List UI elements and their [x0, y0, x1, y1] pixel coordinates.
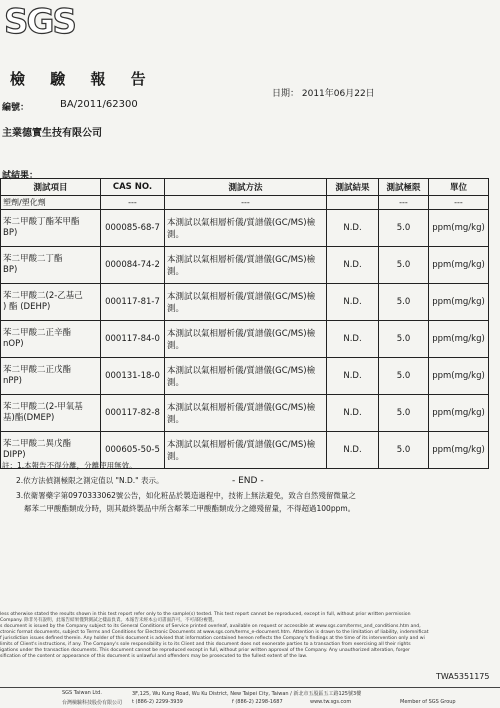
cell-cas: 000117-84-0	[101, 321, 165, 358]
footer-member: Member of SGS Group	[400, 699, 456, 705]
cell-unit: ppm(mg/kg)	[429, 247, 489, 284]
cell-unit: ppm(mg/kg)	[429, 284, 489, 321]
cell-cas: 000084-74-2	[101, 247, 165, 284]
end-mark: - END -	[232, 476, 264, 486]
col-header-item: 測試項目	[1, 179, 101, 196]
item-abbrev: DIPP)	[3, 450, 26, 460]
results-table	[0, 178, 489, 469]
cell-method: 本測試以氣相層析儀/質譜儀(GC/MS)檢測。	[165, 321, 327, 358]
item-name: 苯二甲酸二(2-甲氧基	[3, 402, 83, 412]
fine-line-2: Company. 除非另有說明，此報告結果僅對測試之樣品負責。本報告未經本公司書面許可，不可部份複製。	[0, 618, 218, 623]
note-3: 3.依衛署藥字第0970333062號公告，如化粧品於製造過程中，技術上無法避免，致含自然殘留微量之	[16, 491, 356, 500]
cell-cas: 000085-68-7	[101, 210, 165, 247]
item-abbrev: nPP)	[3, 376, 22, 386]
cell-result: N.D.	[327, 395, 379, 432]
table-header-row	[1, 179, 489, 196]
report-number-label: 編號：	[2, 103, 30, 113]
table-row	[1, 247, 489, 284]
subheader-unit: ---	[429, 196, 489, 210]
item-name: 苯二甲酸丁酯苯甲酯	[3, 217, 80, 227]
subheader-result	[327, 196, 379, 210]
fine-line-7: igations under the transaction documents. This document cannot be reproduced except in full, without prior written approval of the Company. Any unauthorized alteration, forger	[0, 648, 410, 653]
fine-line-4: ctronic format documents, subject to Terms and Conditions for Electronic Documents at www.sgs.com/terms_e-document.htm. Attention is drawn to the limitation of liability, indemnificat	[0, 630, 429, 635]
cell-item	[1, 395, 101, 432]
item-abbrev: ) 酯 (DEHP)	[3, 302, 51, 312]
report-number: BA/2011/62300	[60, 99, 138, 110]
cell-unit: ppm(mg/kg)	[429, 210, 489, 247]
fine-line-6: limits of Client's instructions, if any. The Company's sole responsibility is to its Client and this document does not exonerate parties to a transaction from exercising all their rights	[0, 642, 411, 647]
cell-method: 本測試以氣相層析儀/質譜儀(GC/MS)檢測。	[165, 358, 327, 395]
table-subheader-row	[1, 196, 489, 210]
col-header-unit: 單位	[429, 179, 489, 196]
cell-method: 本測試以氣相層析儀/質譜儀(GC/MS)檢測。	[165, 284, 327, 321]
cell-cas: 000117-81-7	[101, 284, 165, 321]
footer-tel: t (886-2) 2299-3939	[132, 699, 183, 705]
cell-result: N.D.	[327, 247, 379, 284]
cell-item	[1, 284, 101, 321]
fine-line-8: sification of the content or appearance of this document is unlawful and offenders may be prosecuted to the fullest extent of the law.	[0, 654, 308, 659]
subheader-item: 塑劑/塑化劑	[1, 196, 101, 210]
cell-cas: 000605-50-5	[101, 432, 165, 469]
cell-unit: ppm(mg/kg)	[429, 358, 489, 395]
cell-result: N.D.	[327, 432, 379, 469]
item-abbrev: BP)	[3, 228, 18, 238]
table-row	[1, 210, 489, 247]
subheader-cas: ---	[101, 196, 165, 210]
cell-limit: 5.0	[379, 210, 429, 247]
report-title: 檢 驗 報 告	[10, 70, 156, 88]
cell-limit: 5.0	[379, 321, 429, 358]
cell-limit: 5.0	[379, 358, 429, 395]
footer	[0, 689, 500, 707]
subheader-limit: ---	[379, 196, 429, 210]
cell-method: 本測試以氣相層析儀/質譜儀(GC/MS)檢測。	[165, 210, 327, 247]
note-4: 鄰苯二甲酸酯類成分時，則其最終製品中所含鄰苯二甲酸酯類成分之總殘留量，不得超過100ppm。	[24, 504, 356, 513]
cell-limit: 5.0	[379, 432, 429, 469]
item-name: 苯二甲酸二正辛酯	[3, 328, 72, 338]
item-name: 苯二甲酸二異戊酯	[3, 439, 72, 449]
footer-address: 3F,125, Wu Kung Road, Wu Ku District, New Taipei City, Taiwan / 新北市五股區五工路125號3樓	[132, 691, 362, 697]
table-row	[1, 358, 489, 395]
footer-divider	[0, 687, 500, 688]
footer-web: www.tw.sgs.com	[310, 699, 352, 705]
fine-line-3: s document is issued by the Company subject to its General Conditions of Service printed overleaf, available on request or accessible at www.sgs.com/terms_and_conditions.htm and,	[0, 624, 421, 629]
footer-company-en: SGS Taiwan Ltd.	[62, 690, 102, 696]
document-stamp: TWA5351175	[436, 672, 490, 681]
item-name: 苯二甲酸二(2-乙基己	[3, 291, 83, 301]
cell-limit: 5.0	[379, 284, 429, 321]
col-header-cas: CAS NO.	[101, 179, 165, 196]
table-row	[1, 321, 489, 358]
item-abbrev: BP)	[3, 265, 18, 275]
client-company: 主業德實生技有限公司	[2, 128, 102, 139]
fine-line-1: less otherwise stated the results shown in this test report refer only to the sample(s) tested. This test report cannot be reproduced, except in full, without prior written permission	[0, 612, 411, 617]
cell-unit: ppm(mg/kg)	[429, 395, 489, 432]
report-date: 日期： 2011年06月22日	[272, 89, 375, 99]
cell-cas: 000117-82-8	[101, 395, 165, 432]
table-row	[1, 395, 489, 432]
cell-unit: ppm(mg/kg)	[429, 432, 489, 469]
item-name: 苯二甲酸二正戊酯	[3, 365, 72, 375]
cell-unit: ppm(mg/kg)	[429, 321, 489, 358]
cell-item	[1, 210, 101, 247]
cell-item	[1, 321, 101, 358]
footer-fax: f (886-2) 2298-1687	[232, 699, 283, 705]
cell-limit: 5.0	[379, 247, 429, 284]
cell-result: N.D.	[327, 284, 379, 321]
item-name: 苯二甲酸二丁酯	[3, 254, 63, 264]
cell-result: N.D.	[327, 210, 379, 247]
cell-result: N.D.	[327, 321, 379, 358]
cell-item	[1, 247, 101, 284]
section-title: 試結果：	[2, 171, 39, 181]
subheader-method: ---	[165, 196, 327, 210]
cell-method: 本測試以氣相層析儀/質譜儀(GC/MS)檢測。	[165, 432, 327, 469]
col-header-result: 測試結果	[327, 179, 379, 196]
col-header-limit: 測試極限	[379, 179, 429, 196]
cell-item	[1, 358, 101, 395]
cell-result: N.D.	[327, 358, 379, 395]
note-1: 註：1.本報告不得分離，分離使用無效。	[2, 461, 137, 470]
notes	[2, 458, 356, 516]
cell-cas: 000131-18-0	[101, 358, 165, 395]
col-header-method: 測試方法	[165, 179, 327, 196]
cell-limit: 5.0	[379, 395, 429, 432]
fine-print	[0, 612, 500, 660]
item-abbrev: 基)酯(DMEP)	[3, 413, 55, 423]
sgs-logo: SGS	[4, 2, 75, 42]
note-2: 2.依方法偵測極限之測定值以 "N.D." 表示。	[16, 476, 164, 485]
cell-method: 本測試以氣相層析儀/質譜儀(GC/MS)檢測。	[165, 395, 327, 432]
table-row	[1, 284, 489, 321]
footer-company-zh: 台灣檢驗科技股份有限公司	[62, 700, 123, 706]
item-abbrev: nOP)	[3, 339, 24, 349]
cell-method: 本測試以氣相層析儀/質譜儀(GC/MS)檢測。	[165, 247, 327, 284]
fine-line-5: f jurisdiction issues defined therein. Any holder of this document is advised that information contained hereon reflects the Company's findings at the time of its intervention only and wi	[0, 636, 425, 641]
